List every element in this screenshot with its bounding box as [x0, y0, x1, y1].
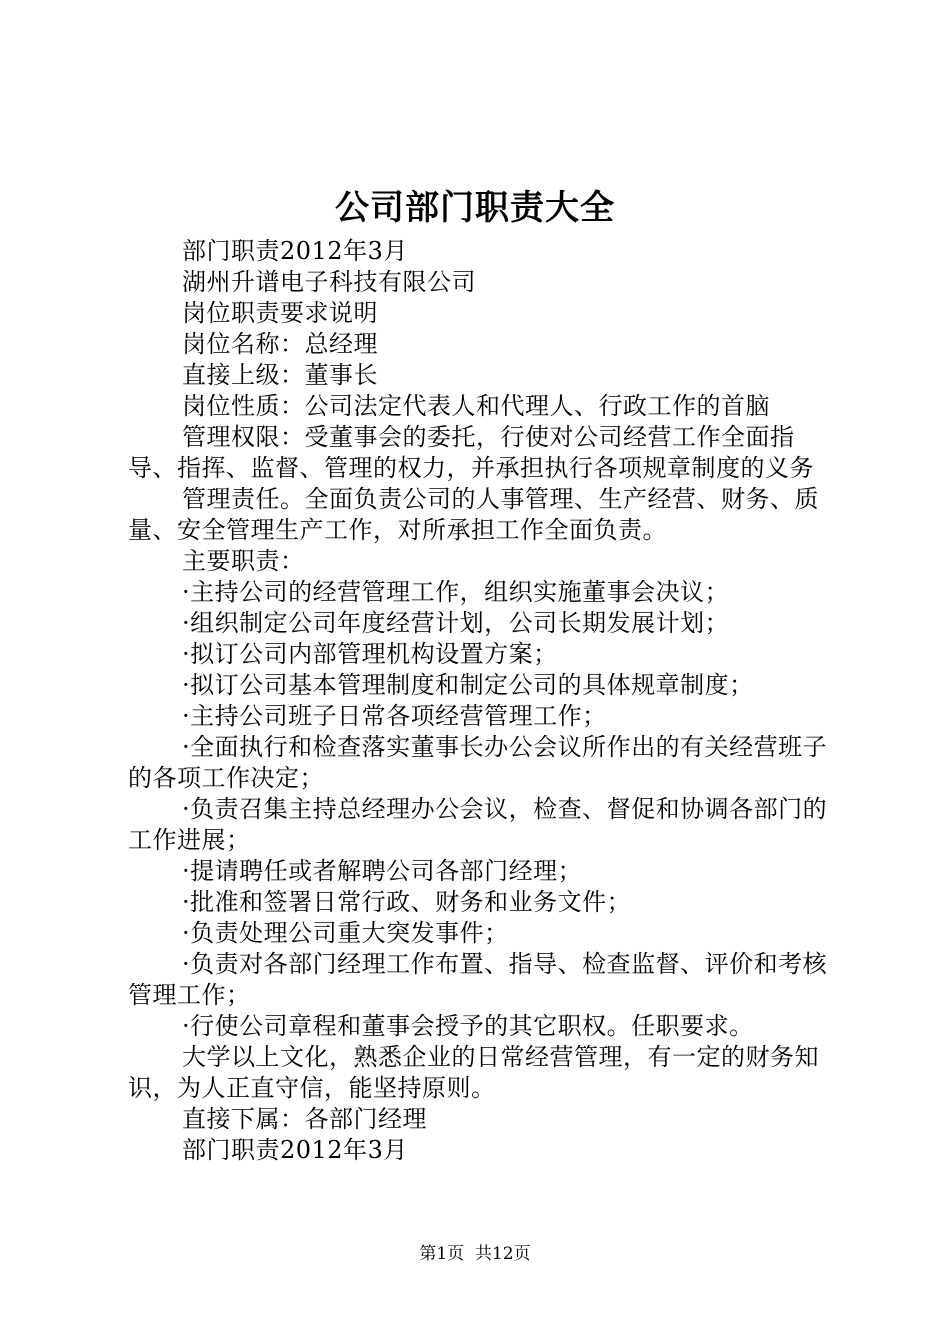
duty-item: ·主持公司的经营管理工作，组织实施董事会决议；	[182, 578, 730, 606]
duty-item: ·负责处理公司重大突发事件；	[182, 919, 509, 947]
paragraph-direct-subordinates: 直接下属：各部门经理	[182, 1105, 427, 1133]
paragraph-section-heading: 岗位职责要求说明	[182, 299, 378, 327]
duty-item: ·负责召集主持总经理办公会议，检查、督促和协调各部门的工作进展；	[128, 795, 828, 854]
document-title: 公司部门职责大全	[335, 188, 615, 228]
duty-item: ·负责对各部门经理工作布置、指导、检查监督、评价和考核管理工作；	[128, 950, 828, 1009]
page-footer: 第1页 共12页	[419, 1244, 531, 1264]
duty-item: ·批准和签署日常行政、财务和业务文件；	[182, 888, 632, 916]
duty-item: ·拟订公司内部管理机构设置方案；	[182, 640, 558, 668]
paragraph-company: 湖州升谱电子科技有限公司	[182, 268, 476, 296]
paragraph-management-authority: 管理权限：受董事会的委托，行使对公司经营工作全面指导、指挥、监督、管理的权力，并承担执行各项规章制度的义务	[128, 423, 814, 482]
paragraph-date-repeat: 部门职责2012年3月	[182, 1136, 408, 1164]
document-body	[128, 236, 833, 1166]
paragraph-position-name: 岗位名称：总经理	[182, 330, 378, 358]
duty-item: ·行使公司章程和董事会授予的其它职权。任职要求。	[182, 1012, 754, 1040]
paragraph-date: 部门职责2012年3月	[182, 237, 408, 265]
duty-item: ·拟订公司基本管理制度和制定公司的具体规章制度；	[182, 671, 754, 699]
paragraph-management-responsibility: 管理责任。全面负责公司的人事管理、生产经营、财务、质量、安全管理生产工作，对所承担工作全面负责。	[128, 485, 819, 544]
paragraph-position-nature: 岗位性质：公司法定代表人和代理人、行政工作的首脑	[182, 392, 770, 420]
duty-item: ·提请聘任或者解聘公司各部门经理；	[182, 857, 583, 885]
paragraph-main-duties-heading: 主要职责：	[182, 547, 305, 575]
duty-item: ·全面执行和检查落实董事长办公会议所作出的有关经营班子的各项工作决定；	[128, 733, 828, 792]
duty-item: ·主持公司班子日常各项经营管理工作；	[182, 702, 607, 730]
duty-item: ·组织制定公司年度经营计划，公司长期发展计划；	[182, 609, 730, 637]
paragraph-direct-superior: 直接上级：董事长	[182, 361, 378, 389]
paragraph-qualifications: 大学以上文化，熟悉企业的日常经营管理，有一定的财务知识，为人正直守信，能坚持原则。	[128, 1043, 819, 1102]
